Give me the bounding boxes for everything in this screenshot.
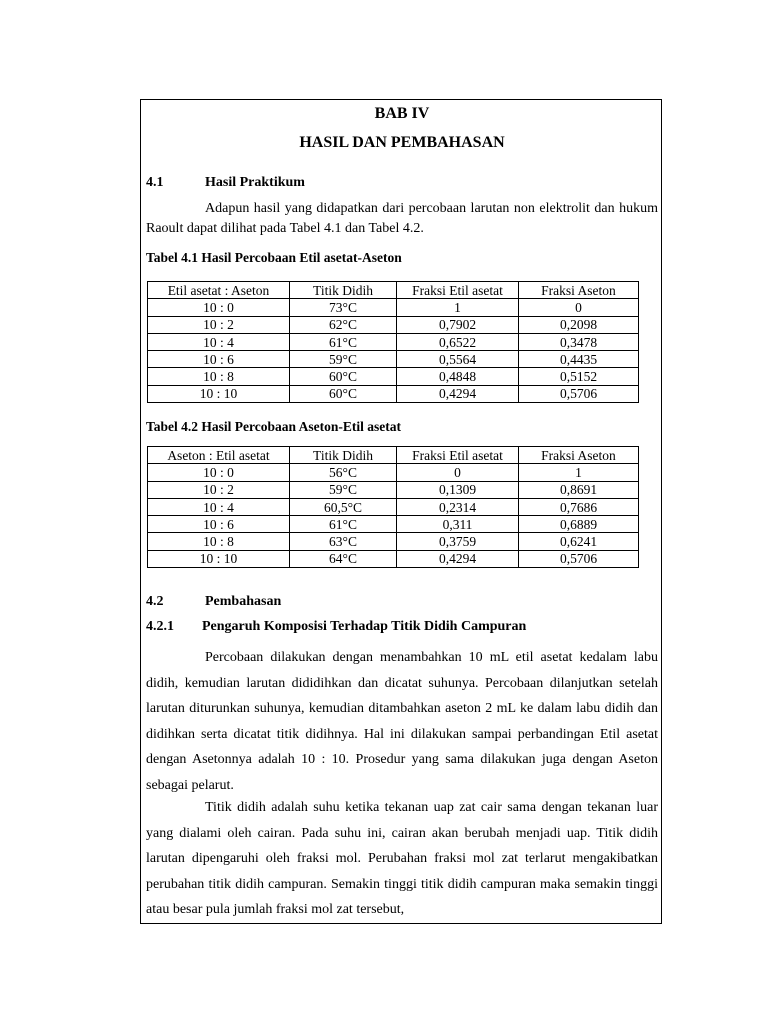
- table-2-title: Tabel 4.2 Hasil Percobaan Aseton-Etil asetat: [146, 419, 402, 434]
- table-row: [148, 481, 639, 498]
- cell-boiling-point: 62°C: [290, 316, 397, 333]
- table-header-row: [148, 282, 639, 299]
- cell-boiling-point: 61°C: [290, 516, 397, 533]
- table-row: [148, 333, 639, 350]
- cell-ratio: 10 : 2: [148, 481, 290, 498]
- table-1: [147, 281, 639, 403]
- chapter-number: BAB IV: [374, 105, 430, 122]
- cell-ethyl-acetate-fraction: 0,4294: [397, 385, 519, 402]
- cell-boiling-point: 59°C: [290, 481, 397, 498]
- section-4-2-heading: [146, 594, 281, 610]
- cell-ratio: 10 : 4: [148, 333, 290, 350]
- header-boiling-point: Titik Didih: [290, 282, 397, 299]
- header-boiling-point: Titik Didih: [290, 447, 397, 464]
- intro-paragraph: Adapun hasil yang didapatkan dari percobaan larutan non elektrolit dan hukum Raoult dapat dilihat pada Tabel 4.1 dan Tabel 4.2.: [146, 201, 658, 236]
- header-ethyl-acetate-fraction: Fraksi Etil asetat: [397, 282, 519, 299]
- cell-ratio: 10 : 10: [148, 385, 290, 402]
- section-number: 4.2.1: [146, 619, 174, 634]
- cell-acetone-fraction: 1: [519, 464, 639, 481]
- cell-acetone-fraction: 0,8691: [519, 481, 639, 498]
- cell-acetone-fraction: 0,5706: [519, 385, 639, 402]
- cell-boiling-point: 56°C: [290, 464, 397, 481]
- cell-ethyl-acetate-fraction: 0,2314: [397, 498, 519, 515]
- cell-ratio: 10 : 6: [148, 351, 290, 368]
- table-row: [148, 299, 639, 316]
- table-row: [148, 351, 639, 368]
- cell-acetone-fraction: 0,3478: [519, 333, 639, 350]
- cell-acetone-fraction: 0,5706: [519, 550, 639, 567]
- section-4-2-1-heading: [146, 619, 526, 635]
- cell-boiling-point: 60°C: [290, 368, 397, 385]
- cell-acetone-fraction: 0: [519, 299, 639, 316]
- cell-boiling-point: 60°C: [290, 385, 397, 402]
- cell-ethyl-acetate-fraction: 0,4294: [397, 550, 519, 567]
- cell-ratio: 10 : 10: [148, 550, 290, 567]
- section-title: Hasil Praktikum: [205, 175, 305, 190]
- header-acetone-fraction: Fraksi Aseton: [519, 447, 639, 464]
- section-4-1-heading: [146, 175, 305, 191]
- cell-boiling-point: 60,5°C: [290, 498, 397, 515]
- cell-ethyl-acetate-fraction: 0,311: [397, 516, 519, 533]
- cell-ratio: 10 : 8: [148, 533, 290, 550]
- table-row: [148, 516, 639, 533]
- cell-boiling-point: 59°C: [290, 351, 397, 368]
- cell-ethyl-acetate-fraction: 0,6522: [397, 333, 519, 350]
- cell-boiling-point: 63°C: [290, 533, 397, 550]
- cell-ethyl-acetate-fraction: 0: [397, 464, 519, 481]
- cell-ratio: 10 : 0: [148, 464, 290, 481]
- cell-acetone-fraction: 0,6241: [519, 533, 639, 550]
- cell-ethyl-acetate-fraction: 0,7902: [397, 316, 519, 333]
- cell-acetone-fraction: 0,4435: [519, 351, 639, 368]
- header-acetone-fraction: Fraksi Aseton: [519, 282, 639, 299]
- cell-boiling-point: 61°C: [290, 333, 397, 350]
- cell-ethyl-acetate-fraction: 0,5564: [397, 351, 519, 368]
- cell-ethyl-acetate-fraction: 0,3759: [397, 533, 519, 550]
- cell-ratio: 10 : 0: [148, 299, 290, 316]
- table-header-row: [148, 447, 639, 464]
- table-row: [148, 368, 639, 385]
- table-row: [148, 550, 639, 567]
- cell-boiling-point: 73°C: [290, 299, 397, 316]
- cell-ratio: 10 : 6: [148, 516, 290, 533]
- header-ratio: Aseton : Etil asetat: [148, 447, 290, 464]
- section-number: 4.2: [146, 594, 164, 609]
- table-row: [148, 316, 639, 333]
- section-title: Pembahasan: [205, 594, 282, 609]
- cell-acetone-fraction: 0,5152: [519, 368, 639, 385]
- table-2: [147, 446, 639, 568]
- section-title: Pengaruh Komposisi Terhadap Titik Didih Campuran: [202, 619, 527, 634]
- cell-ratio: 10 : 8: [148, 368, 290, 385]
- table-row: [148, 533, 639, 550]
- cell-boiling-point: 64°C: [290, 550, 397, 567]
- table-row: [148, 498, 639, 515]
- cell-ratio: 10 : 4: [148, 498, 290, 515]
- table-row: [148, 385, 639, 402]
- header-ratio: Etil asetat : Aseton: [148, 282, 290, 299]
- cell-ethyl-acetate-fraction: 0,1309: [397, 481, 519, 498]
- paragraph-procedure: Percobaan dilakukan dengan menambahkan 10 mL etil asetat kedalam labu didih, kemudian larutan dididihkan dan dicatat suhunya. Percobaan dilanjutkan setelah larutan diturunkan suhunya, kemudian ditambahkan aseton 2 mL ke dalam labu didih dan didihkan serta dicatat titik didihnya. Hal ini dilakukan sampai perbandingan Etil asetat dengan Asetonnya adalah 10 : 10. Prosedur yang sama dilakukan juga dengan Aseton sebagai pelarut.: [146, 650, 658, 793]
- chapter-title: HASIL DAN PEMBAHASAN: [299, 134, 505, 151]
- header-ethyl-acetate-fraction: Fraksi Etil asetat: [397, 447, 519, 464]
- cell-ethyl-acetate-fraction: 0,4848: [397, 368, 519, 385]
- paragraph-boiling-point: Titik didih adalah suhu ketika tekanan uap zat cair sama dengan tekanan luar yang dialami oleh cairan. Pada suhu ini, cairan akan berubah menjadi uap. Titik didih larutan dipengaruhi oleh fraksi mol. Perubahan fraksi mol zat terlarut mengakibatkan perubahan titik didih campuran. Semakin tinggi titik didih campuran maka semakin tinggi atau besar pula jumlah fraksi mol zat tersebut,: [146, 800, 658, 917]
- cell-acetone-fraction: 0,7686: [519, 498, 639, 515]
- section-number: 4.1: [146, 175, 164, 190]
- table-row: [148, 464, 639, 481]
- cell-ratio: 10 : 2: [148, 316, 290, 333]
- table-1-title: Tabel 4.1 Hasil Percobaan Etil asetat-Aseton: [146, 250, 402, 265]
- cell-acetone-fraction: 0,6889: [519, 516, 639, 533]
- cell-ethyl-acetate-fraction: 1: [397, 299, 519, 316]
- cell-acetone-fraction: 0,2098: [519, 316, 639, 333]
